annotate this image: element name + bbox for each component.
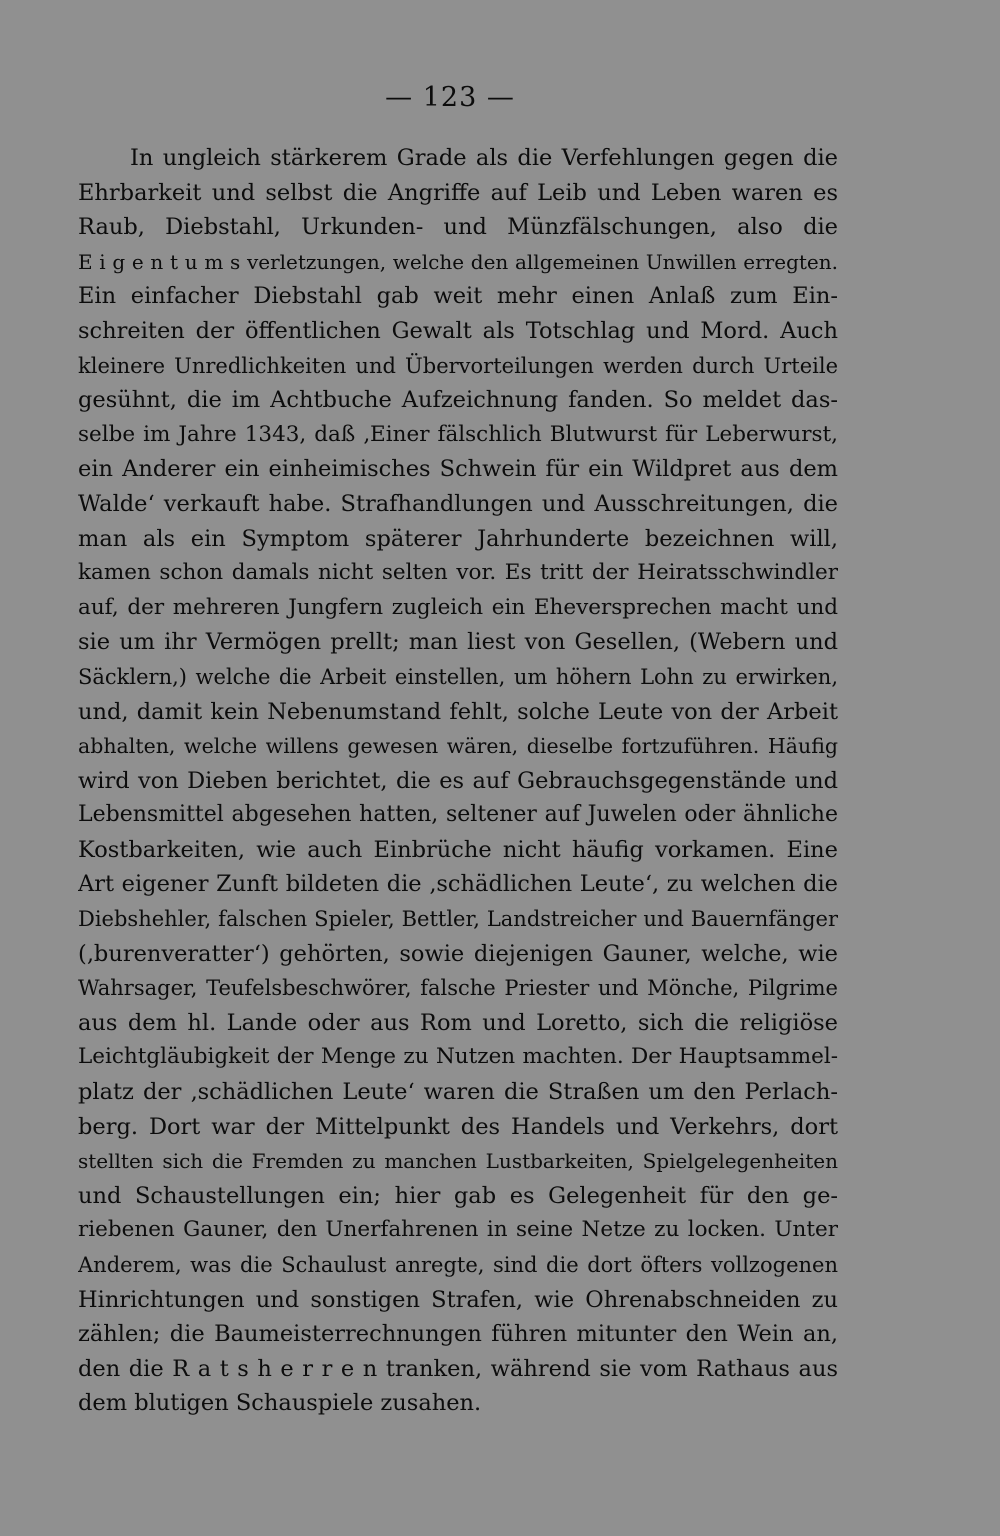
text-line: wird von Dieben berichtet, die es auf Gebrauchsgegenstände und <box>78 767 838 794</box>
text-line: riebenen Gauner, den Unerfahrenen in seine Netze zu locken. Unter <box>78 1217 838 1243</box>
text-line: dem blutigen Schauspiele zusahen. <box>78 1390 482 1417</box>
text-line: Ein einfacher Diebstahl gab weit mehr einen Anlaß zum Ein- <box>78 283 838 310</box>
text-line: Hinrichtungen und sonstigen Strafen, wie Ohrenabschneiden zu <box>78 1286 838 1313</box>
text-line: Raub, Diebstahl, Urkunden- und Münzfälschungen, also die <box>78 214 838 241</box>
text-line: und Schaustellungen ein; hier gab es Gelegenheit für den ge- <box>78 1182 838 1209</box>
text-line: Kostbarkeiten, wie auch Einbrüche nicht häufig vorkamen. Eine <box>78 836 838 863</box>
text-line: platz der ‚schädlichen Leute‘ waren die Straßen um den Perlach- <box>78 1079 838 1106</box>
text-line: Diebshehler, falschen Spieler, Bettler, Landstreicher und Bauernfänger <box>78 907 838 932</box>
text-line: aus dem hl. Lande oder aus Rom und Loretto, sich die religiöse <box>78 1009 838 1036</box>
text-line: (‚burenveratter‘) gehörten, sowie diejenigen Gauner, welche, wie <box>78 940 838 967</box>
text-line: Leichtgläubigkeit der Menge zu Nutzen machten. Der Hauptsammel- <box>78 1044 838 1070</box>
body-paragraph <box>78 141 838 1421</box>
text-line: auf, der mehreren Jungfern zugleich ein Eheversprechen macht und <box>78 594 838 620</box>
text-line: E i g e n t u m s verletzungen, welche den allgemeinen Unwillen erregten. <box>78 249 838 274</box>
text-line: Wahrsager, Teufelsbeschwörer, falsche Priester und Mönche, Pilgrime <box>78 976 838 1001</box>
text-line: Säcklern,) welche die Arbeit einstellen, um höhern Lohn zu erwirken, <box>78 664 838 689</box>
text-line: zählen; die Baumeisterrechnungen führen mitunter den Wein an, <box>78 1321 838 1348</box>
text-line: selbe im Jahre 1343, daß ‚Einer fälschlich Blutwurst für Leberwurst, <box>78 421 838 447</box>
text-line: In ungleich stärkerem Grade als die Verfehlungen gegen die <box>130 145 838 171</box>
text-line: Ehrbarkeit und selbst die Angriffe auf Leib und Leben waren es <box>78 179 838 206</box>
text-line: Lebensmittel abgesehen hatten, seltener auf Juwelen oder ähnliche <box>78 802 838 828</box>
text-line: Art eigener Zunft bildeten die ‚schädlichen Leute‘, zu welchen die <box>78 871 838 898</box>
text-line: den die R a t s h e r r e n tranken, während sie vom Rathaus aus <box>78 1355 838 1382</box>
text-line: kleinere Unredlichkeiten und Übervorteilungen werden durch Urteile <box>78 353 838 378</box>
text-line: man als ein Symptom späterer Jahrhunderte bezeichnen will, <box>78 525 838 552</box>
page-number: — 123 — <box>385 82 515 113</box>
text-line: stellten sich die Fremden zu manchen Lustbarkeiten, Spielgelegenheiten <box>78 1149 838 1174</box>
text-line: schreiten der öffentlichen Gewalt als Totschlag und Mord. Auch <box>78 317 838 344</box>
text-line: ein Anderer ein einheimisches Schwein für ein Wildpret aus dem <box>78 456 838 483</box>
text-line: berg. Dort war der Mittelpunkt des Handels und Verkehrs, dort <box>78 1113 838 1140</box>
text-line: Anderem, was die Schaulust anregte, sind die dort öfters vollzogenen <box>78 1253 838 1277</box>
text-line: Walde‘ verkauft habe. Strafhandlungen und Ausschreitungen, die <box>78 490 838 517</box>
text-line: gesühnt, die im Achtbuche Aufzeichnung fanden. So meldet das- <box>78 387 838 414</box>
text-line: kamen schon damals nicht selten vor. Es tritt der Heiratsschwindler <box>78 560 838 586</box>
text-line: abhalten, welche willens gewesen wären, dieselbe fortzuführen. Häufig <box>78 734 838 759</box>
text-line: und, damit kein Nebenumstand fehlt, solche Leute von der Arbeit <box>78 698 838 725</box>
text-line: sie um ihr Vermögen prellt; man liest von Gesellen, (Webern und <box>78 629 838 656</box>
